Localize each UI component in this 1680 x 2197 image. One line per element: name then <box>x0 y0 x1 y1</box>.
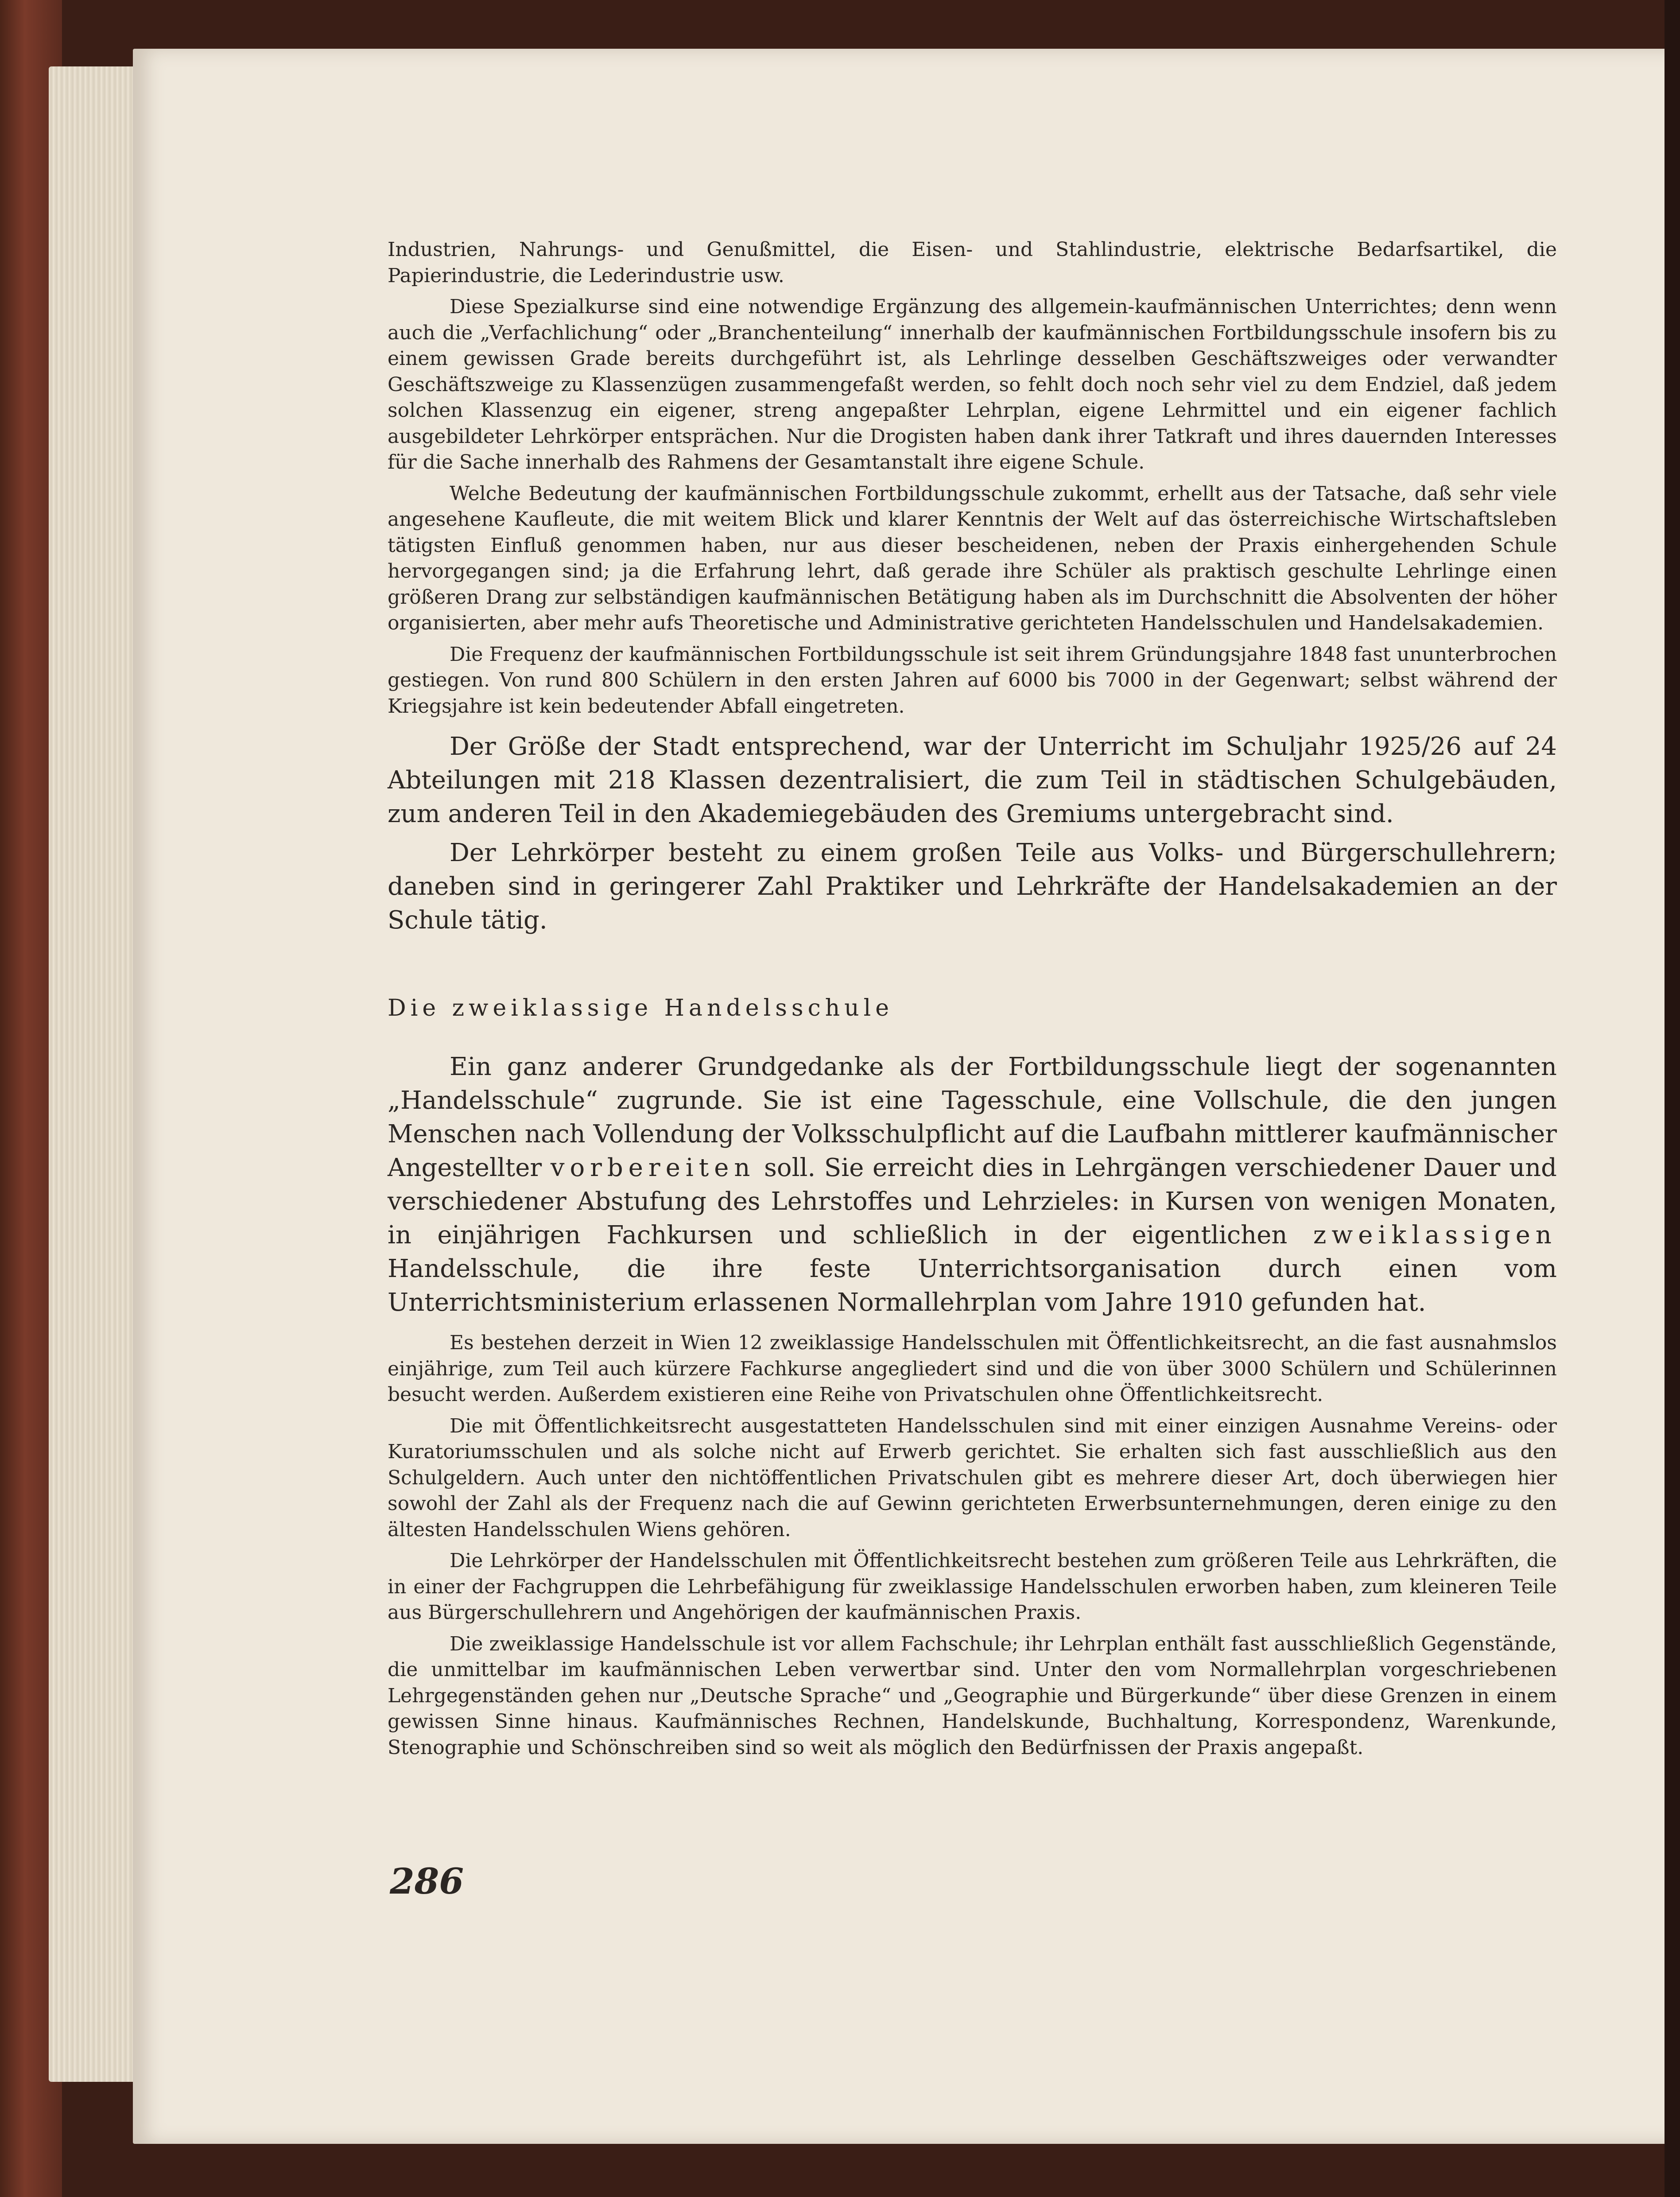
text-run: soll. Sie erreicht dies in Lehrgängen verschiedener Dauer und verschiedener Abstufung des Lehrstoffes und Lehrzieles: in Kursen von wenigen Monaten, in einjährigen Fachkursen und schließlich in der eigentlichen <box>388 1153 1557 1250</box>
body-text <box>388 237 1557 1761</box>
text-run: Ein ganz anderer Grundgedanke als der Fortbildungsschule liegt der sogenannten „Handelsschule“ zugrunde. Sie ist eine Tagesschule, eine Vollschule, die den jungen Menschen nach Vollendung der Volksschulpflicht auf die Laufbahn mittlerer kaufmännischer Angestellter <box>388 1052 1557 1182</box>
scan-border <box>1664 0 1680 2197</box>
paragraph: Der Größe der Stadt entsprechend, war der Unterricht im Schuljahr 1925/26 auf 24 Abteilungen mit 218 Klassen dezentralisiert, die zum Teil in städtischen Schulgebäuden, zum anderen Teil in den Akademiegebäuden des Gremiums untergebracht sind. <box>388 732 1557 828</box>
paragraph: Diese Spezialkurse sind eine notwendige Ergänzung des allgemein-kaufmännischen Unterrichtes; denn wenn auch die „Verfachlichung“ oder „Branchenteilung“ innerhalb der kaufmännischen Fortbildungsschule insofern bis zu einem gewissen Grade bereits durchgeführt ist, als Lehrlinge desselben Geschäftszweiges oder verwandter Geschäftszweige zu Klassenzügen zusammengefaßt werden, so fehlt doch noch sehr viel zu dem Endziel, daß jedem solchen Klassenzug ein eigener, streng angepaßter Lehrplan, eigene Lehrmittel und ein eigener fachlich ausgebildeter Lehrkörper entsprächen. Nur die Drogisten haben dank ihrer Tatkraft und ihres dauernden Interesses für die Sache innerhalb des Rahmens der Gesamtanstalt ihre eigene Schule. <box>388 295 1557 474</box>
paragraph: Die Frequenz der kaufmännischen Fortbildungsschule ist seit ihrem Gründungsjahre 1848 fast ununterbrochen gestiegen. Von rund 800 Schülern in den ersten Jahren auf 6000 bis 7000 in der Gegenwart; selbst während der Kriegsjahre ist kein bedeutender Abfall eingetreten. <box>388 643 1557 718</box>
paragraph: Der Lehrkörper besteht zu einem großen Teile aus Volks- und Bürgerschullehrern; daneben sind in geringerer Zahl Praktiker und Lehrkräfte der Handelsakademien an der Schule tätig. <box>388 838 1557 935</box>
paragraph: Welche Bedeutung der kaufmännischen Fortbildungsschule zukommt, erhellt aus der Tatsache, daß sehr viele angesehene Kaufleute, die mit weitem Blick und klarer Kenntnis der Welt auf das österreichische Wirtschaftsleben tätigsten Einfluß genommen haben, nur aus dieser bescheidenen, neben der Praxis einhergehenden Schule hervorgegangen sind; ja die Erfahrung lehrt, daß gerade ihre Schüler als praktisch geschulte Lehrlinge einen größeren Drang zur selbständigen kaufmännischen Betätigung haben als im Durchschnitt die Absolventen der höher organisierten, aber mehr aufs Theoretische und Administrative gerichteten Handelsschulen und Handelsakademien. <box>388 482 1557 634</box>
emphasis-text: zweiklassigen <box>1313 1221 1557 1250</box>
paragraph: Die zweiklassige Handelsschule ist vor allem Fachschule; ihr Lehrplan enthält fast ausschließlich Gegenstände, die unmittelbar im kaufmännischen Leben verwertbar sind. Unter den vom Normallehrplan vorgeschriebenen Lehrgegenständen gehen nur „Deutsche Sprache“ und „Geographie und Bürgerkunde“ über diese Grenzen in einem gewissen Sinne hinaus. Kaufmännisches Rechnen, Handelskunde, Buchhaltung, Korrespondenz, Warenkunde, Stenographie und Schönschreiben sind so weit als möglich den Bedürfnissen der Praxis angepaßt. <box>388 1632 1557 1759</box>
paragraph <box>388 1050 1557 1320</box>
emphasis-text: vorbereiten <box>550 1153 756 1182</box>
paragraph: Es bestehen derzeit in Wien 12 zweiklassige Handelsschulen mit Öffentlichkeitsrecht, an die fast ausnahmslos einjährige, zum Teil auch kürzere Fachkurse angegliedert sind und die von über 3000 Schülern und Schülerinnen besucht werden. Außerdem existieren eine Reihe von Privatschulen ohne Öffentlichkeitsrecht. <box>388 1331 1557 1406</box>
paragraph: Die mit Öffentlichkeitsrecht ausgestatteten Handelsschulen sind mit einer einzigen Ausnahme Vereins- oder Kuratoriumsschulen und als solche nicht auf Erwerb gerichtet. Sie erhalten sich fast ausschließlich aus den Schulgeldern. Auch unter den nichtöffentlichen Privatschulen gibt es mehrere dieser Art, doch überwiegen hier sowohl der Zahl als der Frequenz nach die auf Gewinn gerichteten Erwerbsunternehmungen, deren einige zu den ältesten Handelsschulen Wiens gehören. <box>388 1414 1557 1541</box>
text-run: Handelsschule, die ihre feste Unterrichtsorganisation durch einen vom Unterrichtsministerium erlassenen Normallehrplan vom Jahre 1910 gefunden hat. <box>388 1254 1557 1317</box>
section-heading: Die zweiklassige Handelsschule <box>388 995 894 1021</box>
paragraph: Die Lehrkörper der Handelsschulen mit Öffentlichkeitsrecht bestehen zum größeren Teile aus Lehrkräften, die in einer der Fachgruppen die Lehrbefähigung für zweiklassige Handelsschulen erworben haben, zum kleineren Teile aus Bürgerschullehrern und Angehörigen der kaufmännischen Praxis. <box>388 1549 1557 1624</box>
page-number: 286 <box>390 1860 464 1902</box>
paragraph: Industrien, Nahrungs- und Genußmittel, die Eisen- und Stahlindustrie, elektrische Bedarfsartikel, die Papierindustrie, die Lederindustrie usw. <box>388 238 1557 287</box>
